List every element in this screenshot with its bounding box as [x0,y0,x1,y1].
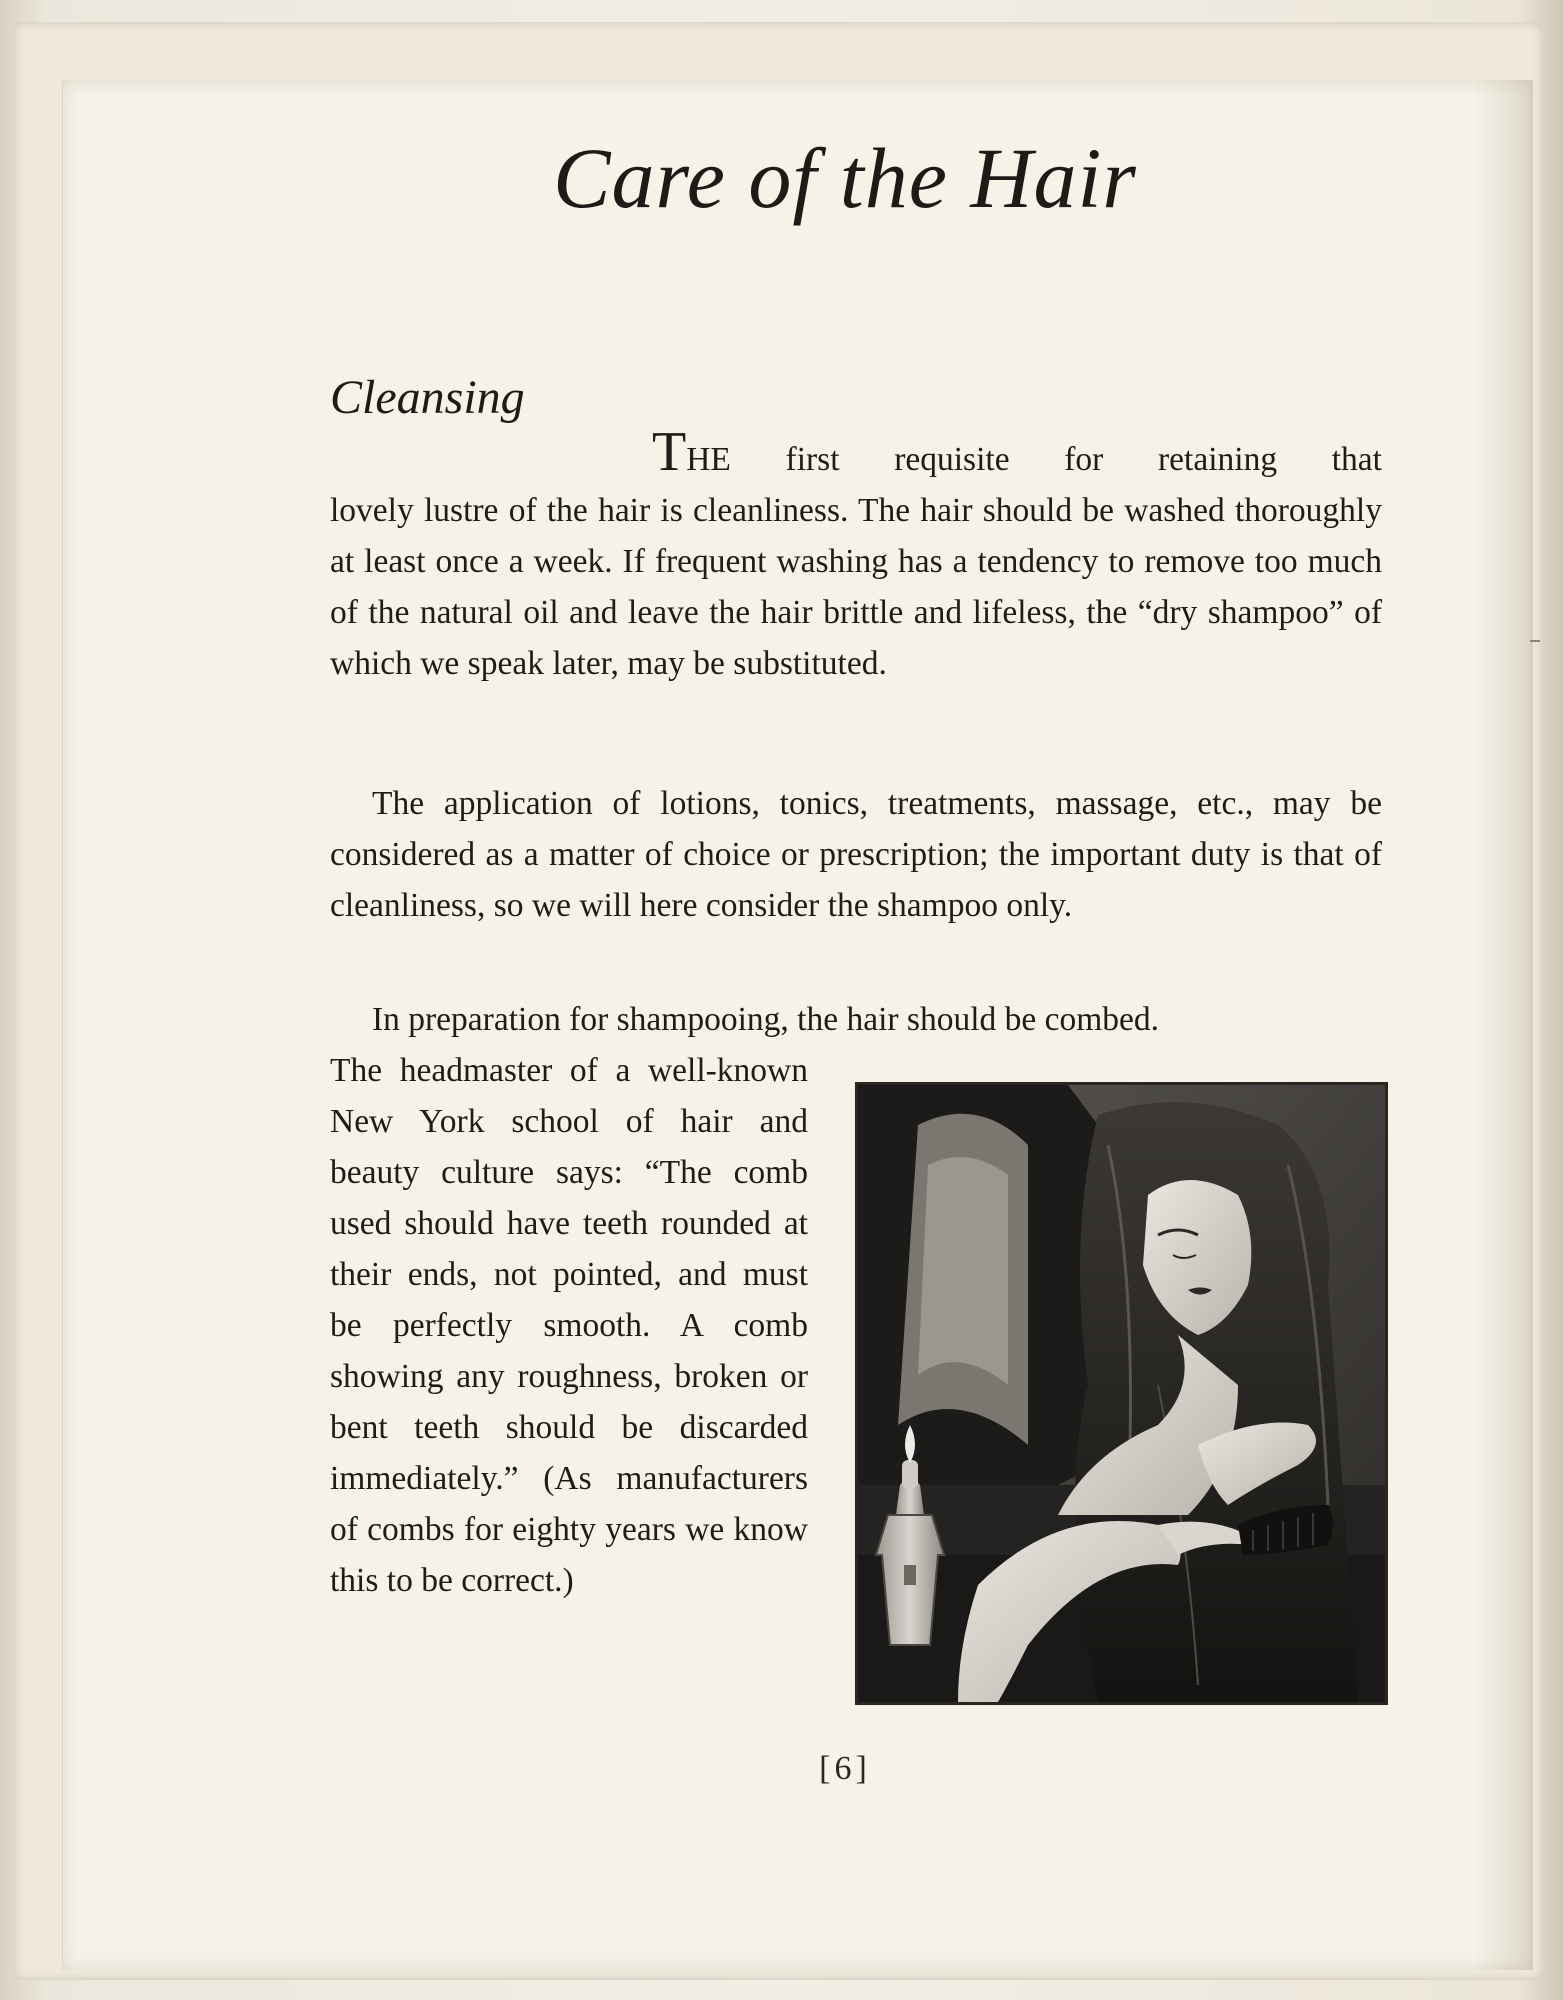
page-title: Care of the Hair [553,130,1137,226]
woman-combing-hair-illustration [855,1082,1388,1705]
paragraph-3-column: The headmaster of a well-known New York school of hair and beauty culture says: “The comb used should have teeth rounded at their ends, not pointed, and must be perfectly smooth. A comb showing any roughness, broken or bent teeth should be discarded immediately.” (As manufacturers of combs for eighty years we know this to be correct.) [330,1052,808,1599]
spine-shadow [1473,80,1533,1970]
paragraph-1-body: lovely lustre of the hair is cleanliness. The hair should be washed thoroughly at least once a week. If frequent washing has a tendency to remove too much of the natural oil and leave the hair brittle and lifeless, the “dry shampoo” of which we speak later, may be substituted. [330,492,1382,682]
edge-mark [1530,640,1540,642]
page-number: [6] [819,1750,871,1787]
paragraph-1 [330,421,1382,689]
paragraph-2: The application of lotions, tonics, treatments, massage, etc., may be considered as a matter of choice or prescription; the important duty is that of cleanliness, so we will here consider the shampoo only. [330,785,1382,924]
section-heading: Cleansing [330,371,525,424]
paragraph-3-lead: In preparation for shampooing, the hair should be combed. [372,1001,1160,1038]
paragraph-1-first-line [330,421,1382,485]
paragraph-1-lead: HE first requisite for retaining that [686,441,1382,478]
drop-cap: T [652,421,687,483]
